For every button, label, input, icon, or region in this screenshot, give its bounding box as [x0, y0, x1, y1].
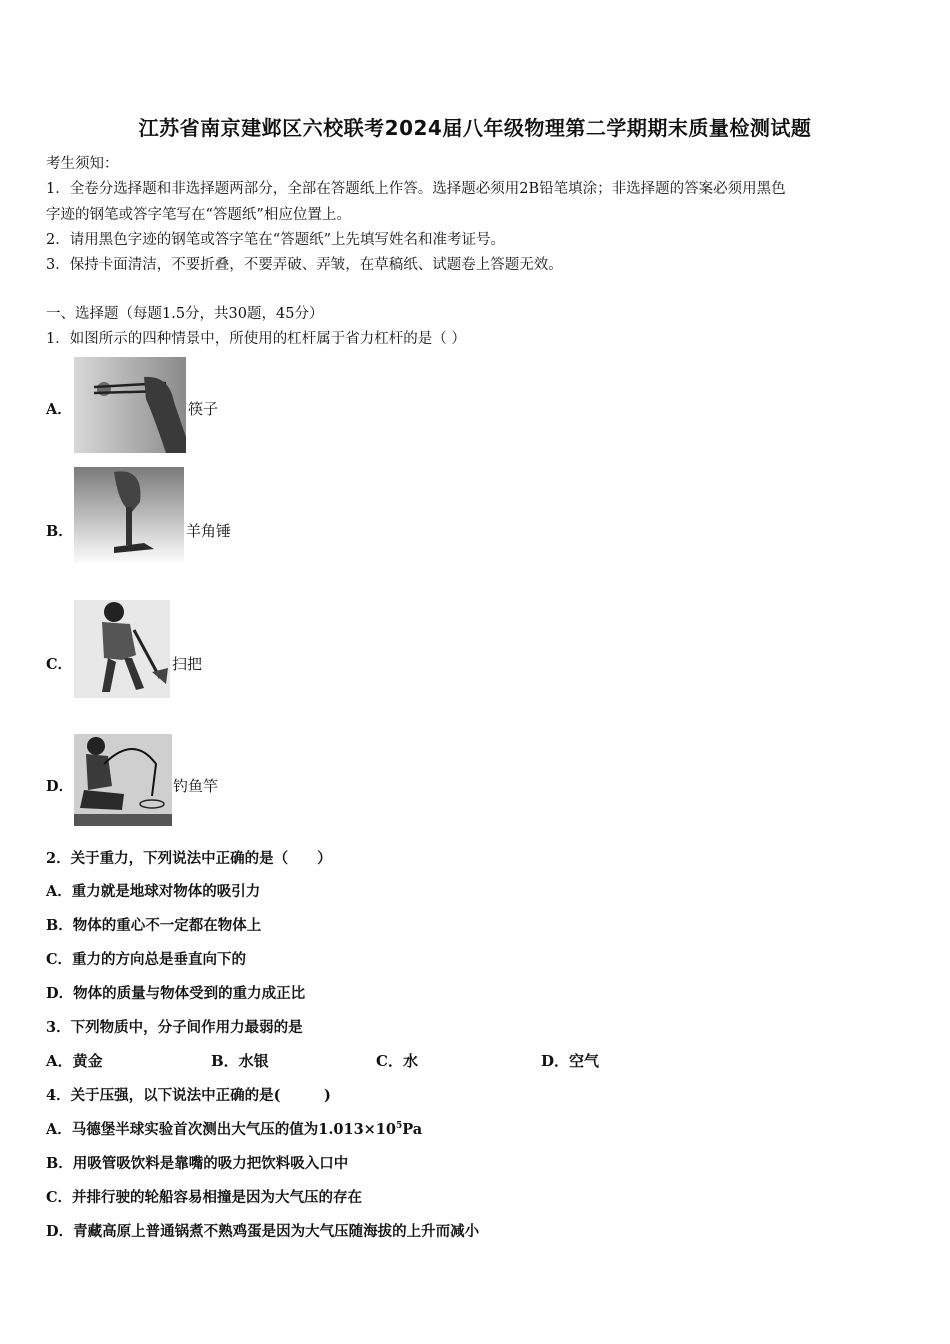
q4-option-a-exponent: 5	[395, 1121, 403, 1132]
q4-option-c: C．并排行驶的轮船容易相撞是因为大气压的存在	[46, 1189, 363, 1206]
page-title: 江苏省南京建邺区六校联考2024届八年级物理第二学期期末质量检测试题	[138, 116, 812, 140]
question-4-stem: 4．关于压强，以下说法中正确的是( )	[46, 1087, 331, 1104]
q2-option-d: D．物体的质量与物体受到的重力成正比	[46, 985, 306, 1002]
q4-option-a-unit: Pa	[402, 1121, 423, 1138]
question-1-stem: 1．如图所示的四种情景中，所使用的杠杆属于省力杠杆的是（ ）	[46, 331, 466, 347]
q2-option-b: B．物体的重心不一定都在物体上	[46, 917, 262, 934]
q2-option-a: A．重力就是地球对物体的吸引力	[46, 883, 261, 900]
notice-line-4: 3．保持卡面清洁，不要折叠，不要弄破、弄皱，在草稿纸、试题卷上答题无效。	[46, 257, 563, 273]
q2-option-c: C．重力的方向总是垂直向下的	[46, 951, 247, 968]
section-heading: 一、选择题（每题1.5分，共30题，45分）	[46, 306, 324, 322]
q1-option-c-caption: 扫把	[172, 655, 203, 673]
q3-option-b: B．水银	[211, 1052, 269, 1070]
notice-line-3: 2．请用黑色字迹的钢笔或答字笔在“答题纸”上先填写姓名和准考证号。	[46, 232, 506, 248]
q1-option-d-label: D．	[46, 778, 74, 795]
notice-line-2: 字迹的钢笔或答字笔写在“答题纸”相应位置上。	[46, 207, 351, 223]
claw-hammer-picture-icon	[74, 467, 184, 565]
q4-option-b: B．用吸管吸饮料是靠嘴的吸力把饮料吸入口中	[46, 1155, 349, 1172]
q1-option-c-label: C．	[46, 656, 73, 673]
q1-option-a-label: A．	[46, 401, 72, 418]
q3-option-c: C．水	[376, 1052, 418, 1070]
q4-option-a-text: A．马德堡半球实验首次测出大气压的值为1.013×10	[46, 1121, 396, 1138]
question-3-stem: 3．下列物质中，分子间作用力最弱的是	[46, 1019, 303, 1036]
q3-option-a: A．黄金	[46, 1052, 103, 1070]
q3-option-d: D．空气	[541, 1052, 600, 1070]
q3-options-row	[0, 1050, 950, 1072]
q4-option-d: D．青藏高原上普通锅煮不熟鸡蛋是因为大气压随海拔的上升而减小	[46, 1223, 480, 1240]
q1-option-b-caption: 羊角锤	[186, 522, 232, 540]
q1-option-b-label: B．	[46, 523, 73, 540]
chopsticks-picture-icon	[74, 357, 186, 453]
q1-option-a-caption: 筷子	[188, 400, 219, 418]
q4-option-a	[46, 1118, 422, 1139]
notice-line-1: 1．全卷分选择题和非选择题两部分，全部在答题纸上作答。选择题必须用2B铅笔填涂；非选择题的答案必须用黑色	[46, 181, 786, 197]
fishing-rod-picture-icon	[74, 734, 172, 826]
q1-option-d-caption: 钓鱼竿	[173, 777, 219, 795]
question-2-stem: 2．关于重力，下列说法中正确的是（ ）	[46, 850, 332, 867]
broom-picture-icon	[74, 600, 170, 698]
notice-heading: 考生须知：	[46, 156, 119, 172]
